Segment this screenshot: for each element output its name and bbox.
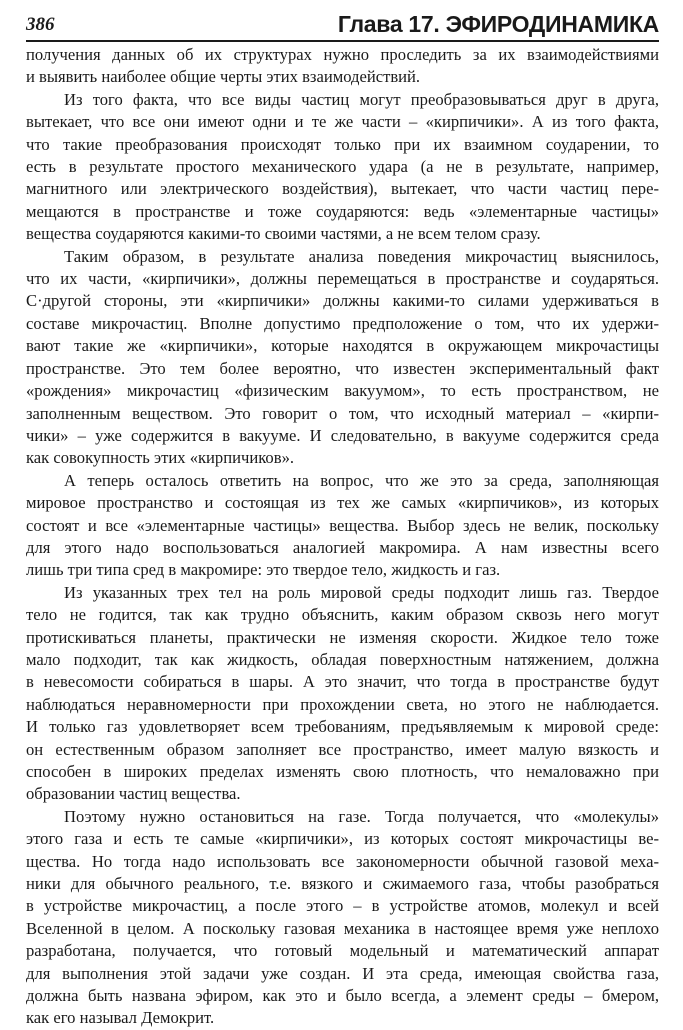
- text-line: состоят и все «элементарные частицы» вещества. Выбор здесь не велик, поскольку: [26, 515, 659, 535]
- paragraph: [26, 246, 659, 470]
- text-line: ники для обычного реального, т.е. вязкого и сжимаемого газа, чтобы разобраться: [26, 874, 659, 894]
- text-line: А теперь осталось ответить на вопрос, что же это за среда, заполняющая: [64, 470, 659, 490]
- text-line: «рождения» микрочастиц «физическим вакуумом», то есть пространством, не: [26, 381, 659, 401]
- body-text: [26, 44, 659, 1030]
- text-line: составе микрочастиц. Вполне допустимо предположение о том, что их удержи-: [26, 313, 659, 333]
- text-line: этого газа и есть те самые «кирпичики», из которых состоят микрочастицы ве-: [26, 829, 659, 849]
- text-line: для выполнения этой задачи уже создан. И эта среда, имеющая свойства газа,: [26, 963, 659, 983]
- chapter-title: Глава 17. ЭФИРОДИНАМИКА: [337, 11, 659, 37]
- text-line: в невесомости собираться в шары. А это значит, что тогда в пространстве будут: [26, 672, 659, 692]
- text-line: чики» – уже содержится в вакууме. И следовательно, в вакууме содержится среда: [26, 425, 659, 445]
- paragraph: [26, 89, 659, 246]
- text-line: что такие преобразования происходят только при их взаимном соударении, то: [26, 134, 659, 154]
- text-line: как его называл Демокрит.: [26, 1008, 215, 1028]
- text-line: протискиваться планеты, практически не изменяя скорости. Жидкое тело тоже: [26, 627, 659, 647]
- text-line: есть в результате простого механического удара (а не в результате, например,: [26, 157, 659, 177]
- text-line: вещества соударяются какими-то своими частями, а не всем телом сразу.: [26, 224, 541, 244]
- text-line: И только газ удовлетворяет всем требованиям, предъявляемым к мировой среде:: [26, 717, 659, 737]
- text-line: мировое пространство и состоящая из тех же самых «кирпичиков», из которых: [26, 493, 659, 513]
- text-line: заполненным веществом. Это говорит о том, что исходный материал – «кирпи-: [26, 403, 659, 423]
- text-line: мало подходит, так как жидкость, обладая поверхностным натяжением, должна: [26, 649, 659, 669]
- text-line: разработана, получается, что готовый модельный и математический аппарат: [26, 941, 659, 961]
- paragraph: [26, 582, 659, 806]
- text-line: Таким образом, в результате анализа поведения микрочастиц выяснилось,: [64, 246, 659, 266]
- text-line: щества. Но тогда надо использовать все закономерности обычной газовой меха-: [26, 851, 659, 871]
- text-line: Поэтому нужно остановиться на газе. Тогда получается, что «молекулы»: [64, 806, 659, 826]
- text-line: в устройстве микрочастиц, а после этого – в устройстве атомов, молекул и всей: [26, 896, 659, 916]
- text-line: должна быть названа эфиром, как это и было всегда, а элемент среды – бмером,: [26, 986, 659, 1006]
- text-line: как совокупность этих «кирпичиков».: [26, 448, 295, 468]
- text-line: Из того факта, что все виды частиц могут преобразовываться друг в друга,: [64, 89, 659, 109]
- paragraph: [26, 806, 659, 1030]
- text-line: образовании частиц вещества.: [26, 784, 241, 804]
- text-line: он естественным образом заполняет все пространство, имеет малую вязкость и: [26, 739, 659, 759]
- paragraph: [26, 44, 659, 89]
- text-line: для этого надо воспользоваться аналогией макромира. А нам известны всего: [26, 537, 659, 557]
- text-line: лишь три типа сред в макромире: это твердое тело, жидкость и газ.: [26, 560, 501, 580]
- text-line: пространстве. Это тем более вероятно, что известен экспериментальный факт: [26, 358, 659, 378]
- text-line: тело не годится, так как трудно объяснить, каким образом сквозь него могут: [26, 605, 659, 625]
- text-line: получения данных об их структурах нужно проследить за их взаимодействиями: [26, 45, 659, 64]
- text-line: мещаются в пространстве и тоже соударяются: ведь «элементарные частицы»: [26, 201, 659, 221]
- text-line: С·другой стороны, эти «кирпичики» должны какими-то силами удерживаться в: [26, 291, 659, 311]
- text-line: вытекает, что все они имеют одни и те же части – «кирпичики». А из того факта,: [26, 112, 659, 132]
- page-number: 386: [26, 14, 55, 35]
- text-line: Вселенной в целом. А поскольку газовая механика в настоящее время уже неплохо: [26, 918, 659, 938]
- text-line: и выявить наиболее общие черты этих взаимодействий.: [26, 67, 421, 87]
- running-header: [26, 8, 659, 42]
- text-line: магнитного или электрического воздействия), вытекает, что части частиц пере-: [26, 179, 659, 199]
- text-line: вают такие же «кирпичики», которые находятся в окружающем микрочастицы: [26, 336, 659, 356]
- text-line: способен в широких пределах изменять свою плотность, что немаловажно при: [26, 762, 659, 781]
- text-line: что их части, «кирпичики», должны перемещаться в пространстве и соударяться.: [26, 269, 659, 289]
- text-line: наблюдаться неравномерности при прохождении света, но этого не наблюдается.: [26, 694, 659, 714]
- paragraph: [26, 470, 659, 582]
- text-line: Из указанных трех тел на роль мировой среды подходит лишь газ. Твердое: [64, 582, 659, 602]
